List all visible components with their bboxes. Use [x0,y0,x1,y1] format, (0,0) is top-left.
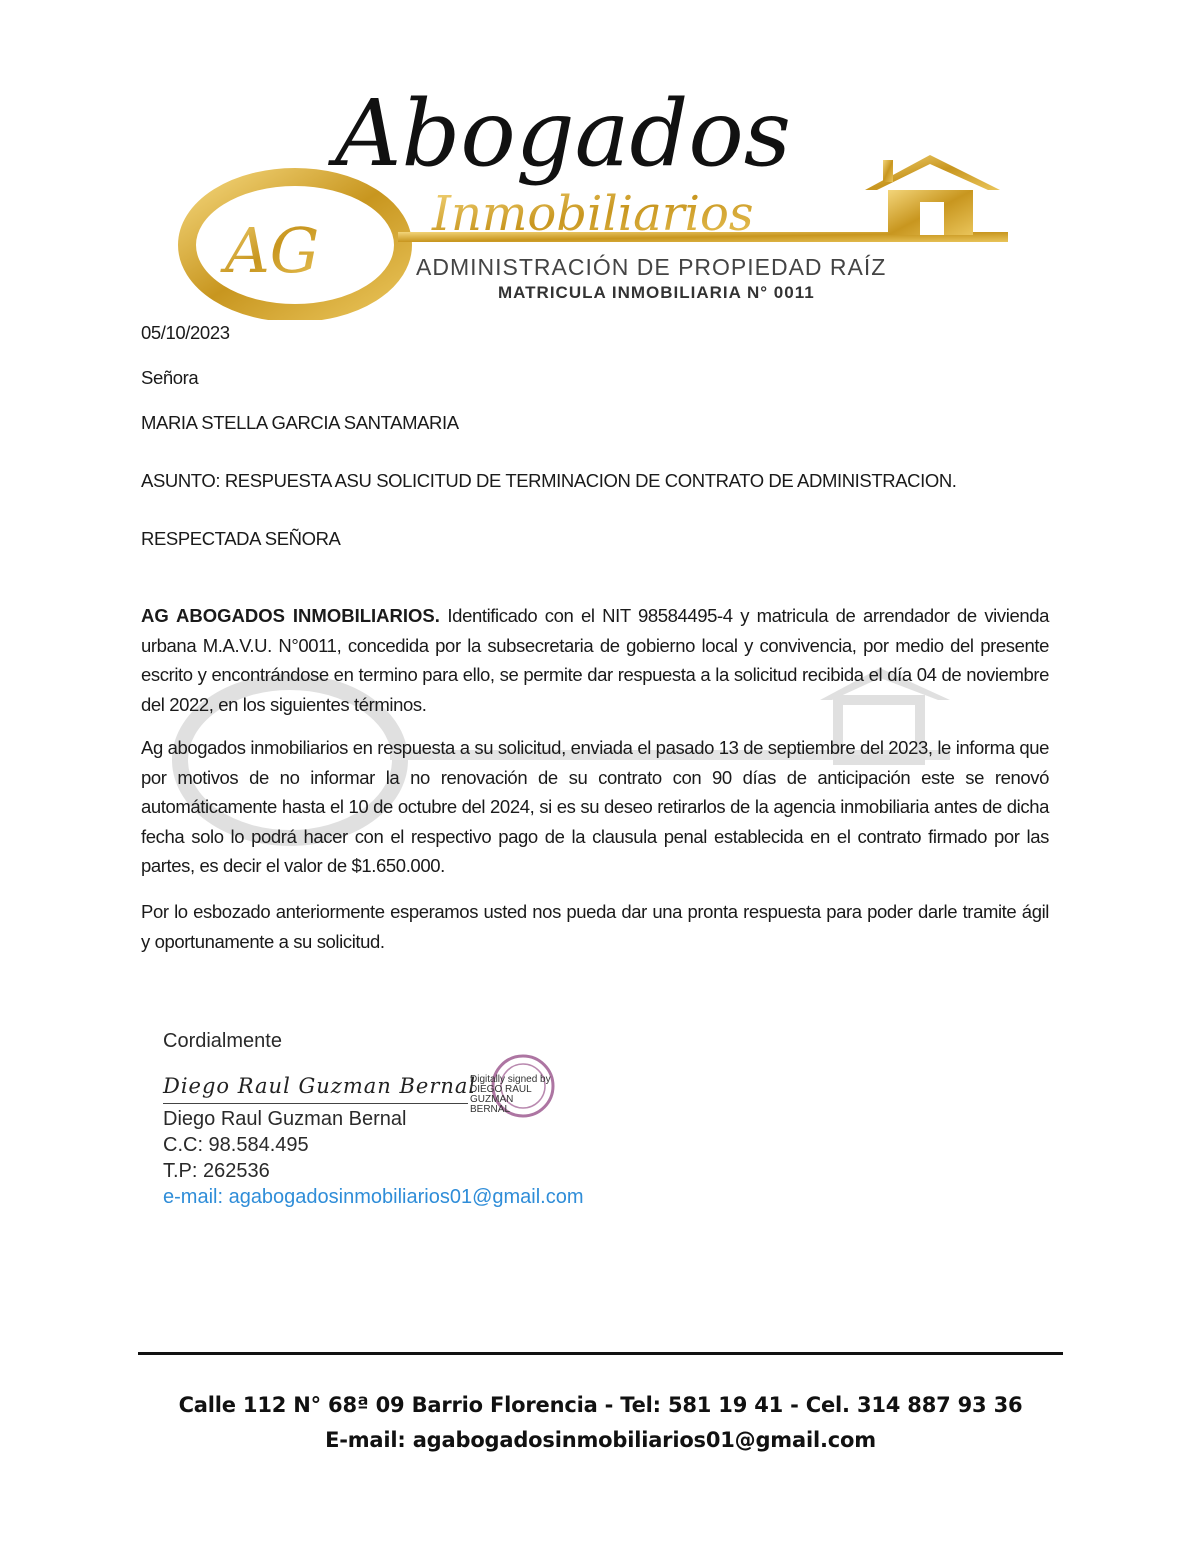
signer-email-link[interactable]: e-mail: agabogadosinmobiliarios01@gmail.com [163,1186,584,1208]
logo-license: MATRICULA INMOBILIARIA N° 0011 [498,283,815,302]
footer-email[interactable]: E-mail: agabogadosinmobiliarios01@gmail.com [325,1428,876,1452]
house-icon [865,155,1000,235]
digital-signature-stamp [470,1075,580,1115]
paragraph-3: Por lo esbozado anteriormente esperamos usted nos pueda dar una pronta respuesta para poder darle tramite ágil y oportunamente a su solicitud. [141,901,1049,952]
signer-name: Diego Raul Guzman Bernal [163,1108,407,1130]
letter-salutation: Señora [141,367,199,388]
seal-line: BERNAL [470,1104,511,1115]
logo-title: Abogados [335,80,791,187]
seal-line: Digitally signed by [470,1074,551,1085]
handwritten-signature: Diego Raul Guzman Bernal [163,1074,477,1098]
seal-line: DIEGO RAUL [470,1084,532,1095]
paragraph-1 [141,601,1049,719]
paragraph-1-text: Identificado con el NIT 98584495-4 y matricula de arrendador de vivienda urbana M.A.V.U. N°0011, concedida por la subsecretaria de gobierno local y convivencia, por medio del presente escrito y encontrándose en termino para ello, se permite dar respuesta a la solicitud recibida el día 04 de noviembre del 2022, en los siguientes términos. [141,605,1050,715]
signer-id: C.C: 98.584.495 [163,1134,309,1156]
logo-monogram: AG [225,214,320,287]
logo-tagline: ADMINISTRACIÓN DE PROPIEDAD RAÍZ [416,254,887,280]
letter-greeting: RESPECTADA SEÑORA [141,528,341,549]
logo-subtitle: Inmobiliarios [432,186,754,242]
paragraph-2: Ag abogados inmobiliarios en respuesta a su solicitud, enviada el pasado 13 de septiembre del 2023, le informa que por motivos de no informar la no renovación de su contrato con 90 días de anticipación este se renovó automáticamente hasta el 10 de octubre del 2024, si es su deseo retirarlos de la agencia inmobiliaria antes de dicha fecha solo lo podrá hacer con el respectivo pago de la clausula penal establecida en el contrato firmado por las partes, es decir el valor de $1.650.000. [141,737,1049,876]
signature-line [163,1103,468,1104]
letter-subject: ASUNTO: RESPUESTA ASU SOLICITUD DE TERMINACION DE CONTRATO DE ADMINISTRACION. [141,470,957,491]
signer-license: T.P: 262536 [163,1160,270,1182]
paragraph-1-company: AG ABOGADOS INMOBILIARIOS. [141,605,440,626]
letter-date: 05/10/2023 [141,322,230,343]
footer-divider [138,1352,1063,1355]
letter-recipient: MARIA STELLA GARCIA SANTAMARIA [141,412,459,433]
company-logo [170,60,1020,320]
signature-closing: Cordialmente [163,1030,282,1052]
footer-address: Calle 112 N° 68ª 09 Barrio Florencia - Tel: 581 19 41 - Cel. 314 887 93 36 [178,1393,1023,1417]
seal-line: GUZMAN [470,1094,514,1105]
